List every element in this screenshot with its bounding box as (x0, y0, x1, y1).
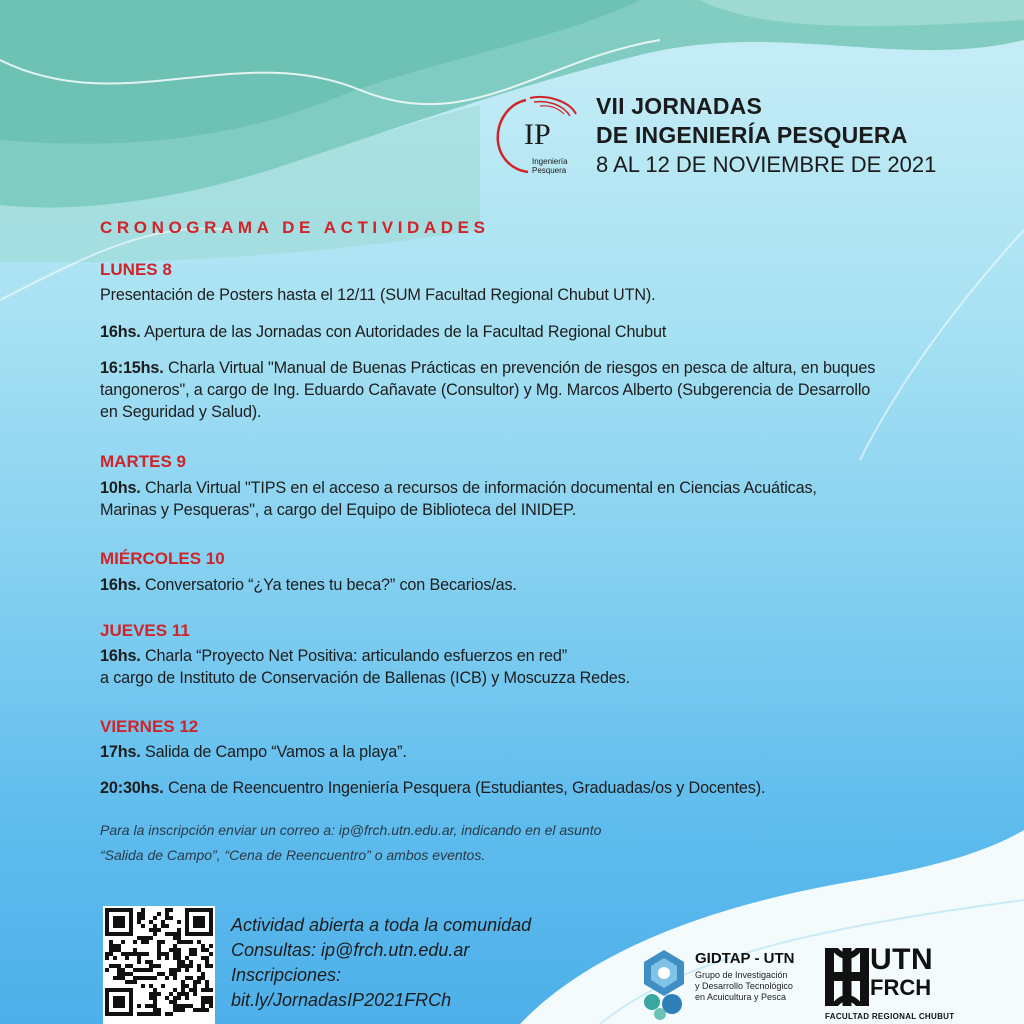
gidtap-logo-icon (640, 948, 688, 1020)
schedule-entry (100, 321, 900, 343)
registration-note (100, 818, 601, 868)
contact-line-open: Actividad abierta a toda la comunidad (231, 915, 532, 935)
day-label-lunes: LUNES 8 (100, 260, 172, 279)
entry-time: 10hs. (100, 479, 141, 497)
entry-text: Charla Virtual "TIPS en el acceso a recursos de información documental en Ciencias Acuáticas, Marinas y Pesqueras", a cargo del Equipo de Biblioteca del INIDEP. (100, 479, 817, 519)
gidtap-title: GIDTAP - UTN (695, 950, 795, 967)
entry-text: Apertura de las Jornadas con Autoridades de la Facultad Regional Chubut (144, 323, 667, 341)
entry-time: 17hs. (100, 743, 141, 761)
schedule-entry (100, 284, 900, 306)
day-label-viernes: VIERNES 12 (100, 717, 199, 736)
schedule-entry (100, 357, 890, 423)
gidtap-desc-line-1: Grupo de Investigación (695, 970, 788, 980)
day-label-martes: MARTES 9 (100, 452, 186, 471)
schedule-entry (100, 741, 900, 763)
entry-time: 16hs. (100, 323, 141, 341)
entry-text: Charla “Proyecto Net Positiva: articulando esfuerzos en red” (145, 647, 567, 665)
utn-subtitle: FRCH (870, 975, 932, 1000)
day-label-jueves: JUEVES 11 (100, 621, 190, 640)
gidtap-desc-line-3: en Acuicultura y Pesca (695, 992, 787, 1002)
schedule-entry (100, 777, 900, 799)
gidtap-description (695, 970, 794, 1003)
registration-note-line-1: Para la inscripción enviar un correo a: ip@frch.utn.edu.ar, indicando en el asunto (100, 822, 602, 838)
qr-code-icon[interactable] (103, 906, 215, 1024)
contact-line-registration-link[interactable]: bit.ly/JornadasIP2021FRCh (231, 990, 452, 1010)
ip-logo-text: IP (524, 118, 551, 151)
contact-line-email[interactable]: Consultas: ip@frch.utn.edu.ar (231, 940, 470, 960)
entry-time: 20:30hs. (100, 779, 164, 797)
schedule-entry (100, 574, 900, 596)
gidtap-info (695, 950, 794, 1003)
ip-logo-caption-1: Ingeniería (532, 157, 568, 166)
entry-text: Salida de Campo “Vamos a la playa”. (145, 743, 407, 761)
event-title-line-2: DE INGENIERÍA PESQUERA (596, 122, 908, 148)
utn-footer: FACULTAD REGIONAL CHUBUT (825, 1012, 955, 1021)
entry-time: 16hs. (100, 647, 141, 665)
schedule-entry (100, 645, 900, 689)
utn-logo-icon (825, 948, 869, 1006)
entry-text: Conversatorio “¿Ya tenes tu beca?” con Becarios/as. (145, 576, 517, 594)
day-label-miercoles: MIÉRCOLES 10 (100, 549, 225, 568)
event-header (596, 92, 936, 180)
contact-info (231, 913, 531, 1013)
entry-text-continued: a cargo de Instituto de Conservación de Ballenas (ICB) y Moscuzza Redes. (100, 669, 630, 687)
gidtap-desc-line-2: y Desarrollo Tecnológico (695, 981, 793, 991)
entry-text: Cena de Reencuentro Ingeniería Pesquera (Estudiantes, Graduadas/os y Docentes). (167, 779, 766, 797)
utn-wordmark (870, 944, 933, 1000)
event-dates: 8 AL 12 DE NOVIEMBRE DE 2021 (596, 152, 937, 177)
entry-text: Presentación de Posters hasta el 12/11 (SUM Facultad Regional Chubut UTN). (100, 286, 656, 304)
schedule-entry (100, 477, 820, 521)
event-title-line-1: VII JORNADAS (596, 93, 762, 119)
entry-time: 16:15hs. (100, 359, 164, 377)
registration-note-line-2: “Salida de Campo”, “Cena de Reencuentro” o ambos eventos. (100, 847, 486, 863)
ip-logo-caption-2: Pesquera (532, 166, 567, 175)
contact-line-registration-label: Inscripciones: (231, 965, 342, 985)
utn-title: UTN (870, 943, 934, 976)
entry-text: Charla Virtual "Manual de Buenas Prácticas en prevención de riesgos en pesca de altura, en buques tangoneros", a cargo de Ing. Eduardo Cañavate (Consultor) y Mg. Marcos Alberto (Subgerencia de Desarrollo en Seguridad y Salud). (100, 359, 876, 421)
entry-time: 16hs. (100, 576, 141, 594)
ip-shrimp-logo-icon (488, 92, 583, 180)
section-title: CRONOGRAMA DE ACTIVIDADES (100, 218, 490, 237)
